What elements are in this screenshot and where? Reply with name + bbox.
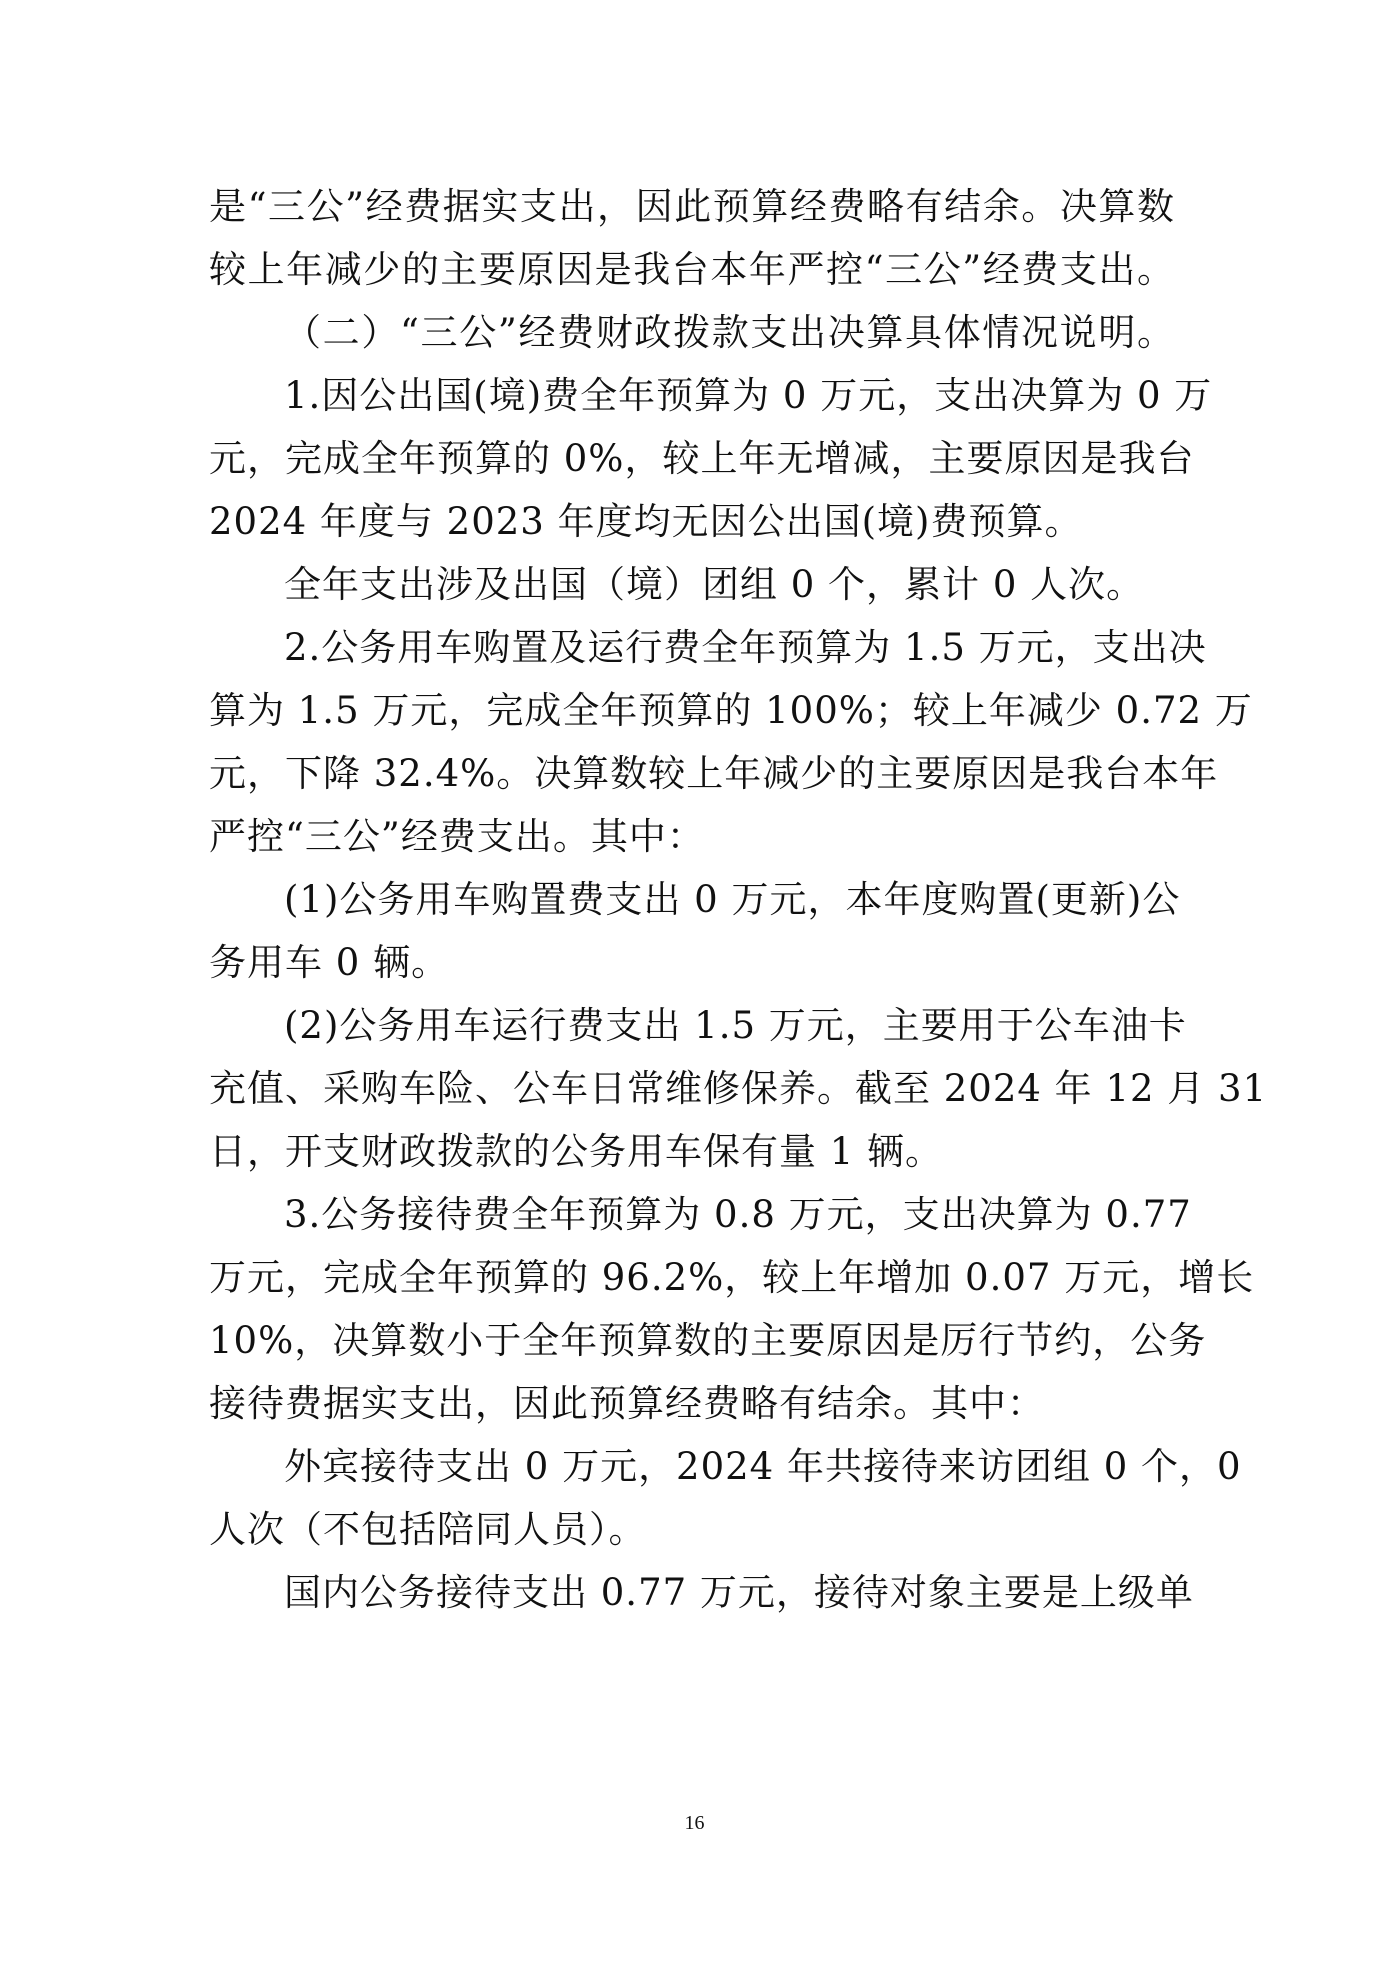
text-line-22: 人次（不包括陪同人员）。	[209, 1508, 647, 1551]
text-line-9: 算为 1.5 万元，完成全年预算的 100%；较上年减少 0.72 万	[209, 689, 1253, 732]
text-line-2: 较上年减少的主要原因是我台本年严控“三公”经费支出。	[209, 248, 1175, 291]
text-line-11: 严控“三公”经费支出。其中：	[209, 815, 705, 858]
text-line-15: 充值、采购车险、公车日常维修保养。截至 2024 年 12 月 31	[209, 1067, 1268, 1110]
text-line-13: 务用车 0 辆。	[209, 941, 450, 984]
text-line-23: 国内公务接待支出 0.77 万元，接待对象主要是上级单	[284, 1571, 1194, 1614]
text-line-17: 3.公务接待费全年预算为 0.8 万元，支出决算为 0.77	[284, 1193, 1192, 1236]
page-number: 16	[684, 1812, 705, 1834]
text-line-18: 万元，完成全年预算的 96.2%，较上年增加 0.07 万元，增长	[209, 1256, 1255, 1299]
text-line-21: 外宾接待支出 0 万元，2024 年共接待来访团组 0 个，0	[284, 1445, 1242, 1488]
text-line-6: 2024 年度与 2023 年度均无因公出国(境)费预算。	[209, 500, 1083, 543]
text-line-16: 日，开支财政拨款的公务用车保有量 1 辆。	[209, 1130, 944, 1173]
text-line-12: (1)公务用车购置费支出 0 万元，本年度购置(更新)公	[284, 878, 1181, 921]
text-line-10: 元，下降 32.4%。决算数较上年减少的主要原因是我台本年	[209, 752, 1219, 795]
text-line-8: 2.公务用车购置及运行费全年预算为 1.5 万元，支出决	[284, 626, 1207, 669]
text-line-4: 1.因公出国(境)费全年预算为 0 万元，支出决算为 0 万	[284, 374, 1213, 417]
text-line-7: 全年支出涉及出国（境）团组 0 个，累计 0 人次。	[284, 563, 1145, 606]
text-line-1: 是“三公”经费据实支出，因此预算经费略有结余。决算数	[209, 185, 1175, 228]
text-line-5: 元，完成全年预算的 0%，较上年无增减，主要原因是我台	[209, 437, 1195, 480]
section-heading: （二）“三公”经费财政拨款支出决算具体情况说明。	[284, 311, 1175, 354]
text-line-14: (2)公务用车运行费支出 1.5 万元，主要用于公车油卡	[284, 1004, 1187, 1047]
text-line-19: 10%，决算数小于全年预算数的主要原因是厉行节约，公务	[209, 1319, 1207, 1362]
text-line-20: 接待费据实支出，因此预算经费略有结余。其中：	[209, 1382, 1045, 1425]
